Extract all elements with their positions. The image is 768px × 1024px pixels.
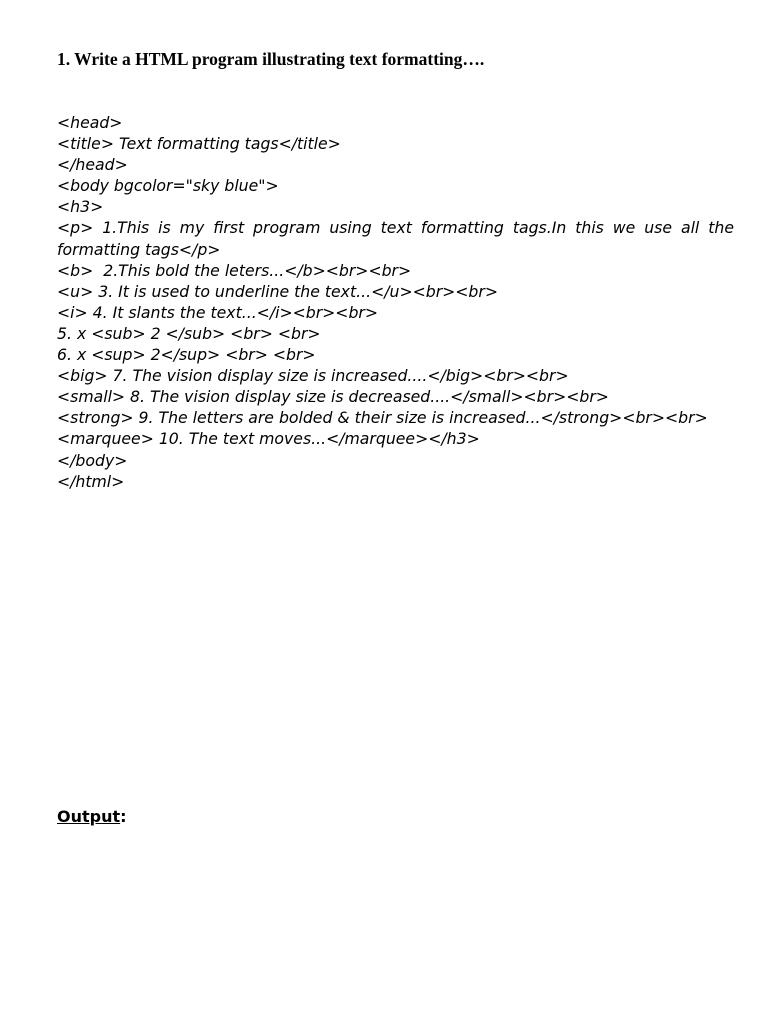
question-heading: 1. Write a HTML program illustrating text formatting…. xyxy=(57,49,485,69)
code-line: <big> 7. The vision display size is increased....</big><br><br> xyxy=(57,366,569,386)
code-line: <small> 8. The vision display size is decreased....</small><br><br> xyxy=(57,387,609,407)
code-line: 5. x <sub> 2 </sub> <br> <br> xyxy=(57,323,321,343)
html-code-listing xyxy=(57,112,734,492)
code-line: </body> xyxy=(57,450,128,470)
code-line: <p> 1.This is my first program using text formatting tags.In this we use all the formatting tags</p> xyxy=(57,218,734,259)
code-line: <b> 2.This bold the leters...</b><br><br> xyxy=(57,260,412,280)
output-label-text: Output xyxy=(57,807,121,826)
code-line: 6. x <sup> 2</sup> <br> <br> xyxy=(57,345,316,365)
code-line: <i> 4. It slants the text...</i><br><br> xyxy=(57,302,379,322)
code-line: </head> xyxy=(57,155,128,175)
output-label xyxy=(57,806,127,828)
code-line: <head> xyxy=(57,113,123,132)
code-line: <marquee> 10. The text moves...</marquee></h3> xyxy=(57,429,480,449)
output-label-colon: : xyxy=(120,807,127,826)
code-line: <strong> 9. The letters are bolded & their size is increased...</strong><br><br> xyxy=(57,408,708,428)
code-line: <title> Text formatting tags</title> xyxy=(57,134,341,154)
code-line: <body bgcolor="sky blue"> xyxy=(57,176,279,196)
code-line: <h3> xyxy=(57,197,104,217)
code-line: </html> xyxy=(57,471,125,491)
code-line: <u> 3. It is used to underline the text...</u><br><br> xyxy=(57,281,498,301)
